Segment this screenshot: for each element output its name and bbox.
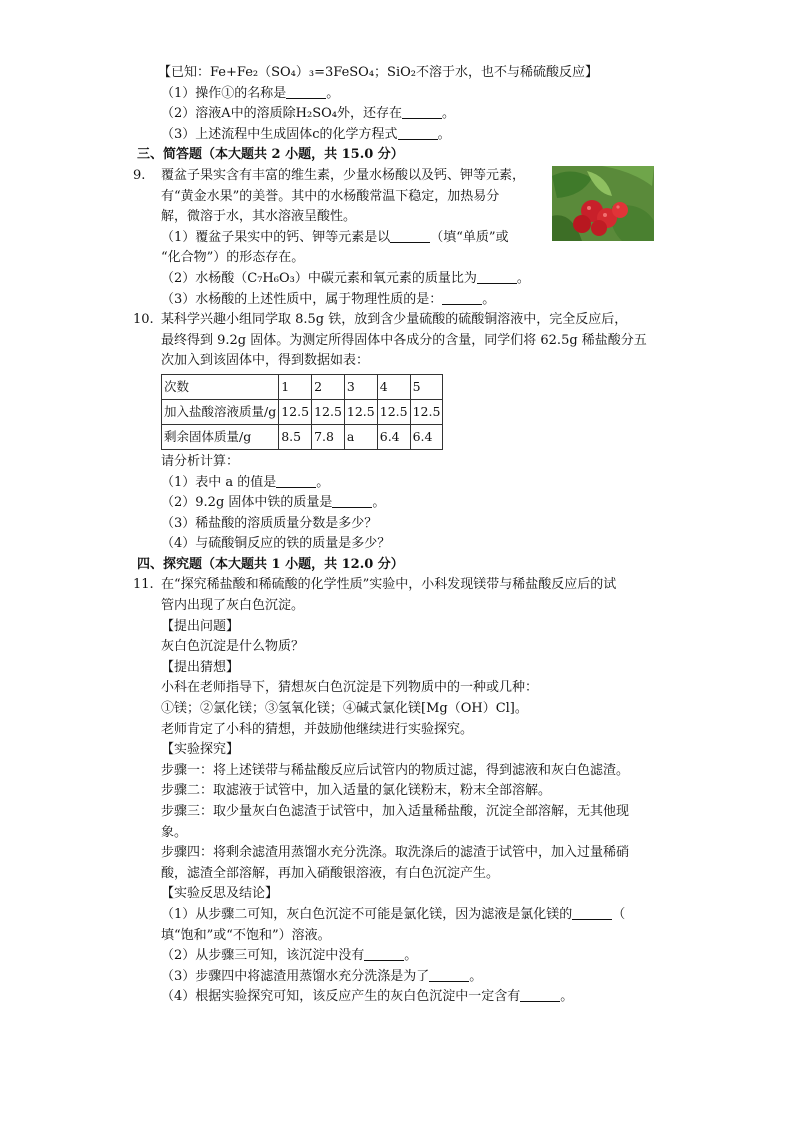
table-cell: 次数 [162,374,279,399]
q11-reflect2-text: （2）从步骤三可知，该沉淀中没有 [161,948,365,964]
q9-line3: 解，微溶于水，其水溶液呈酸性。 [161,209,357,225]
answer-blank[interactable] [442,290,482,305]
table-cell: 8.5 [279,424,312,449]
table-cell: a [344,424,377,449]
q10-line3: 次加入到该固体中，得到数据如表： [161,353,370,369]
answer-blank[interactable] [520,987,560,1002]
q11-reflect4 [133,987,673,1008]
table-cell: 剩余固体质量/g [162,424,279,449]
q8-part3-end: 。 [437,126,451,142]
answer-blank[interactable] [572,905,612,920]
answer-blank[interactable] [390,228,430,243]
q10-part2 [133,493,673,514]
q10-part1-text: （1）表中 a 的值是 [161,474,277,490]
answer-blank[interactable] [429,967,469,982]
answer-blank[interactable] [364,946,404,961]
q11-reflect3-text: （3）步骤四中将滤渣用蒸馏水充分洗涤是为了 [161,968,430,984]
q9-part1-cont: “化合物”）的形态存在。 [161,250,305,266]
q9-part2 [133,269,673,290]
q11-heading-hypothesis: 【提出猜想】 [161,659,240,675]
q8-part2-end: 。 [441,106,455,122]
q10-line2: 最终得到 9.2g 固体。为测定所得固体中各成分的含量，同学们将 62.5g 稀盐酸分五 [161,332,647,348]
table-cell: 12.5 [377,399,410,424]
q11-step3-cont: 象。 [161,824,188,840]
q11-heading-conclusion: 【实验反思及结论】 [161,886,279,902]
q10-line1 [133,310,673,331]
q11-heading-question: 【提出问题】 [161,618,240,634]
answer-blank[interactable] [286,84,326,99]
question-10 [133,310,673,555]
section-title-inquiry: 四、探究题（本大题共 1 小题，共 12.0 分） [137,556,404,572]
q9-number: 9. [133,167,146,183]
q11-reflect3 [133,967,673,988]
q10-part1-end: 。 [316,474,330,490]
q11-line1 [133,575,673,596]
raspberry-photo [552,166,654,241]
q11-reflect3-end: 。 [469,968,483,984]
q10-number: 10. [133,312,154,328]
table-cell: 2 [312,374,345,399]
q11-reflect1-text: （1）从步骤二可知，灰白色沉淀不可能是氯化镁，因为滤液是氯化镁的 [161,906,573,922]
q10-ask: 请分析计算： [161,453,240,469]
q10-part4: （4）与硫酸铜反应的铁的质量是多少？ [161,536,391,552]
q11-number: 11. [133,577,154,593]
answer-blank[interactable] [477,269,517,284]
table-row [162,424,443,449]
q11-step1: 步骤一：将上述镁带与稀盐酸反应后试管内的物质过滤，得到滤液和灰白色滤渣。 [161,762,630,778]
table-cell: 12.5 [312,399,345,424]
q11-question-text: 灰白色沉淀是什么物质？ [161,639,305,655]
table-header-row [162,374,443,399]
q11-step2: 步骤二：取滤液于试管中，加入适量的氯化镁粉末，粉末全部溶解。 [161,783,552,799]
q8-part1-text: （1）操作①的名称是 [161,85,287,101]
section-title-short-answer: 三、简答题（本大题共 2 小题，共 15.0 分） [137,147,404,163]
q9-part2-end: 。 [516,270,530,286]
exam-page [133,63,673,1008]
table-row [162,399,443,424]
table-cell: 6.4 [377,424,410,449]
q8-part2 [133,104,673,125]
q11-reflect1-cont: 填“饱和”或“不饱和”）溶液。 [161,927,331,943]
q11-hypothesis-options: ①镁；②氯化镁；③氢氧化镁；④碱式氯化镁[Mg（OH）Cl]。 [161,701,528,717]
question-11 [133,575,673,1007]
table-cell: 5 [410,374,443,399]
table-cell: 12.5 [344,399,377,424]
q11-reflect4-text: （4）根据实验探究可知，该反应产生的灰白色沉淀中一定含有 [161,989,521,1005]
q11-teacher-note: 老师肯定了小科的猜想，并鼓励他继续进行实验探究。 [161,721,474,737]
table-cell: 6.4 [410,424,443,449]
q9-line2: 有“黄金水果”的美誉。其中的水杨酸常温下稳定，加热易分 [161,188,500,204]
q11-heading-experiment: 【实验探究】 [161,742,240,758]
q10-part2-text: （2）9.2g 固体中铁的质量是 [161,495,333,511]
table-cell: 12.5 [279,399,312,424]
q9-part1-text: （1）覆盆子果实中的钙、钾等元素是以 [161,229,391,245]
q9-part1-text-b: （填“单质”或 [430,229,509,245]
q8-part3 [133,125,673,146]
table-cell: 1 [279,374,312,399]
q11-line2: 管内出现了灰白色沉淀。 [161,598,305,614]
answer-blank[interactable] [332,493,372,508]
q8-part3-text: （3）上述流程中生成固体c的化学方程式 [161,126,398,142]
q10-part2-end: 。 [372,495,386,511]
q11-reflect1 [133,905,673,926]
q9-part2-text: （2）水杨酸（C₇H₆O₃）中碳元素和氧元素的质量比为 [161,270,477,286]
q9-part3-text: （3）水杨酸的上述性质中，属于物理性质的是： [161,291,443,307]
answer-blank[interactable] [402,104,442,119]
q9-part3 [133,290,673,311]
table-cell: 3 [344,374,377,399]
q8-part1-end: 。 [326,85,340,101]
q11-reflect2 [133,946,673,967]
q9-text1: 覆盆子果实含有丰富的维生素，少量水杨酸以及钙、钾等元素， [161,167,526,183]
q8-part2-text: （2）溶液A中的溶质除H₂SO₄外，还存在 [161,106,402,122]
answer-blank[interactable] [398,125,438,140]
q10-part1 [133,473,673,494]
answer-blank[interactable] [276,473,316,488]
q11-step4-cont: 酸，滤渣全部溶解，再加入硝酸银溶液，有白色沉淀产生。 [161,865,500,881]
q11-text1: 在“探究稀盐酸和稀硫酸的化学性质”实验中，小科发现镁带与稀盐酸反应后的试 [161,577,617,593]
q9-part3-end: 。 [482,291,496,307]
q11-reflect2-end: 。 [404,948,418,964]
table-cell: 7.8 [312,424,345,449]
q11-step4: 步骤四：将剩余滤渣用蒸馏水充分洗涤。取洗涤后的滤渣于试管中，加入过量稀硝 [161,845,630,861]
table-cell: 12.5 [410,399,443,424]
q11-reflect1-paren: （ [612,906,626,922]
question-9 [133,166,673,310]
data-table [161,374,443,450]
q11-reflect4-end: 。 [560,989,574,1005]
q10-text1: 某科学兴趣小组同学取 8.5g 铁，放到含少量硫酸的硫酸铜溶液中，完全反应后， [161,312,628,328]
q8-part1 [133,84,673,105]
q10-part3: （3）稀盐酸的溶质质量分数是多少？ [161,515,378,531]
table-cell: 加入盐酸溶液质量/g [162,399,279,424]
q11-step3: 步骤三：取少量灰白色滤渣于试管中，加入适量稀盐酸，沉淀全部溶解，无其他现 [161,804,630,819]
q11-hypothesis-intro: 小科在老师指导下，猜想灰白色沉淀是下列物质中的一种或几种： [161,680,539,696]
q8-known-info: 【已知：Fe+Fe₂（SO₄）₃=3FeSO₄；SiO₂不溶于水，也不与稀硫酸反应】 [158,65,598,80]
table-cell: 4 [377,374,410,399]
